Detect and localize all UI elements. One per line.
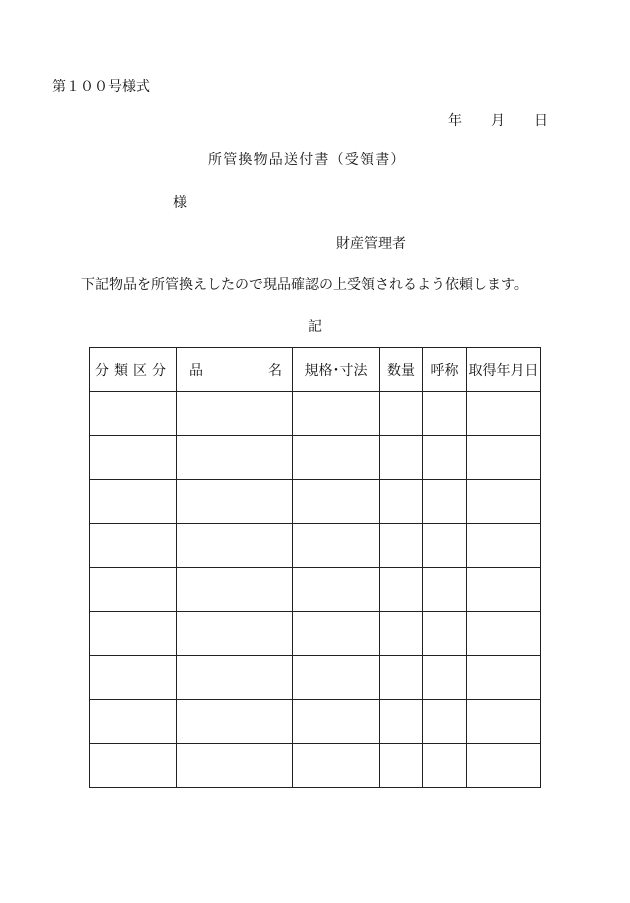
table-row — [90, 480, 541, 524]
cell-spec[interactable] — [293, 744, 380, 788]
cell-spec[interactable] — [293, 656, 380, 700]
header-item-name — [177, 348, 293, 392]
table-row — [90, 612, 541, 656]
header-quantity: 数量 — [380, 348, 423, 392]
cell-acquired-date[interactable] — [467, 744, 541, 788]
cell-acquired-date[interactable] — [467, 436, 541, 480]
cell-item-name[interactable] — [177, 568, 293, 612]
table-row — [90, 744, 541, 788]
cell-category[interactable] — [90, 700, 177, 744]
cell-spec[interactable] — [293, 700, 380, 744]
cell-quantity[interactable] — [380, 524, 423, 568]
addressee-suffix: 様 — [173, 195, 187, 211]
cell-item-name[interactable] — [177, 744, 293, 788]
cell-quantity[interactable] — [380, 744, 423, 788]
table-header-row — [90, 348, 541, 392]
cell-item-name[interactable] — [177, 524, 293, 568]
cell-quantity[interactable] — [380, 436, 423, 480]
cell-quantity[interactable] — [380, 568, 423, 612]
table-row — [90, 524, 541, 568]
cell-spec[interactable] — [293, 612, 380, 656]
cell-quantity[interactable] — [380, 612, 423, 656]
date-year-label: 年 — [448, 113, 462, 129]
cell-item-name[interactable] — [177, 480, 293, 524]
cell-quantity[interactable] — [380, 700, 423, 744]
cell-item-name[interactable] — [177, 656, 293, 700]
cell-category[interactable] — [90, 744, 177, 788]
cell-unit[interactable] — [423, 524, 467, 568]
header-acquired-date: 取得年月日 — [467, 348, 541, 392]
header-spec: 規格･寸法 — [293, 348, 380, 392]
cell-unit[interactable] — [423, 700, 467, 744]
cell-unit[interactable] — [423, 392, 467, 436]
cell-item-name[interactable] — [177, 612, 293, 656]
cell-spec[interactable] — [293, 568, 380, 612]
table-row — [90, 436, 541, 480]
cell-spec[interactable] — [293, 524, 380, 568]
table-row — [90, 568, 541, 612]
header-item-name-label-2: 名 — [268, 362, 282, 379]
cell-category[interactable] — [90, 436, 177, 480]
cell-spec[interactable] — [293, 480, 380, 524]
cell-spec[interactable] — [293, 436, 380, 480]
cell-unit[interactable] — [423, 436, 467, 480]
cell-quantity[interactable] — [380, 392, 423, 436]
cell-unit[interactable] — [423, 568, 467, 612]
cell-acquired-date[interactable] — [467, 612, 541, 656]
cell-category[interactable] — [90, 524, 177, 568]
cell-acquired-date[interactable] — [467, 480, 541, 524]
body-text: 下記物品を所管換えしたので現品確認の上受領されるよう依頼します。 — [81, 277, 528, 293]
header-category — [90, 348, 177, 392]
date-day-label: 日 — [534, 113, 548, 129]
cell-acquired-date[interactable] — [467, 524, 541, 568]
header-item-name-label-1: 品 — [189, 362, 203, 379]
cell-category[interactable] — [90, 392, 177, 436]
cell-acquired-date[interactable] — [467, 700, 541, 744]
cell-category[interactable] — [90, 568, 177, 612]
sender-title: 財産管理者 — [336, 236, 406, 252]
cell-unit[interactable] — [423, 612, 467, 656]
cell-acquired-date[interactable] — [467, 568, 541, 612]
table-row — [90, 656, 541, 700]
table-row — [90, 392, 541, 436]
cell-unit[interactable] — [423, 744, 467, 788]
cell-unit[interactable] — [423, 480, 467, 524]
form-number: 第１００号様式 — [52, 79, 150, 95]
date-line — [448, 113, 548, 129]
cell-quantity[interactable] — [380, 656, 423, 700]
cell-item-name[interactable] — [177, 700, 293, 744]
header-unit: 呼称 — [423, 348, 467, 392]
ki-heading: 記 — [308, 319, 322, 335]
cell-item-name[interactable] — [177, 436, 293, 480]
cell-category[interactable] — [90, 480, 177, 524]
date-month-label: 月 — [491, 113, 505, 129]
cell-item-name[interactable] — [177, 392, 293, 436]
cell-unit[interactable] — [423, 656, 467, 700]
table-row — [90, 700, 541, 744]
cell-quantity[interactable] — [380, 480, 423, 524]
cell-category[interactable] — [90, 612, 177, 656]
items-table — [89, 347, 541, 788]
cell-acquired-date[interactable] — [467, 656, 541, 700]
cell-category[interactable] — [90, 656, 177, 700]
cell-spec[interactable] — [293, 392, 380, 436]
cell-acquired-date[interactable] — [467, 392, 541, 436]
header-category-label: 分類区分 — [95, 362, 171, 379]
document-title: 所管換物品送付書（受領書） — [208, 152, 406, 168]
